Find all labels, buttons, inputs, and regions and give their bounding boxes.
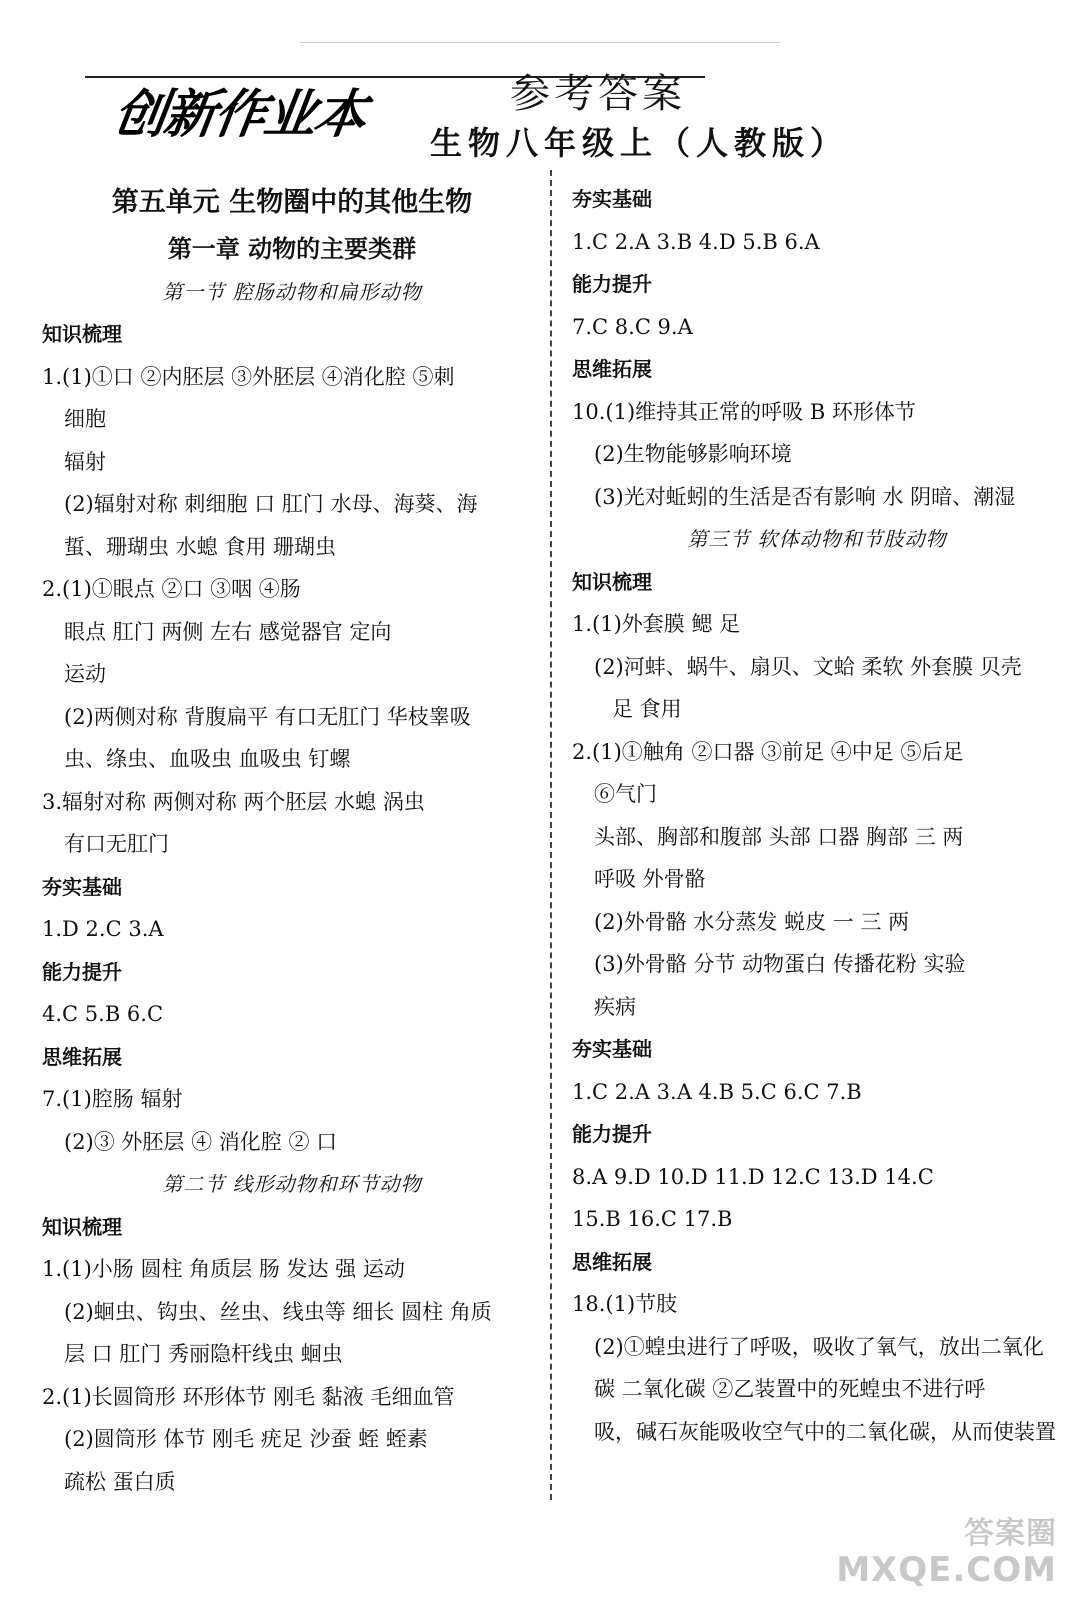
- answer-line-continued: 辐射: [64, 449, 106, 474]
- subsection-heading: 夯实基础: [42, 874, 122, 899]
- subsection-heading: 夯实基础: [572, 1037, 652, 1061]
- answer-line: 1.C 2.A 3.B 4.D 5.B 6.A: [572, 229, 820, 254]
- brand-logo: 创新作业本: [110, 85, 369, 145]
- watermark-url: MXQE.COM: [836, 1550, 1057, 1590]
- answer-line-continued: ⑥气门: [594, 782, 657, 806]
- answer-line-continued: 头部、胸部和腹部 头部 口器 胸部 三 两: [594, 824, 964, 849]
- answer-line-continued: 眼点 肛门 两侧 左右 感觉器官 定向: [64, 619, 392, 644]
- answer-line: 8.A 9.D 10.D 11.D 12.C 13.D 14.C: [572, 1164, 934, 1189]
- subsection-heading: 知识梳理: [42, 322, 122, 346]
- answer-line-continued: (2)③ 外胚层 ④ 消化腔 ② 口: [64, 1129, 338, 1154]
- section-title: 第一节 腔肠动物和扁形动物: [162, 279, 422, 304]
- answer-line-continued: (2)河蚌、蜗牛、扇贝、文蛤 柔软 外套膜 贝壳: [594, 654, 1022, 679]
- answer-line: 1.D 2.C 3.A: [42, 917, 164, 941]
- answer-line-continued: (2)辐射对称 刺细胞 口 肛门 水母、海葵、海: [64, 492, 478, 516]
- answer-line-continued: 呼吸 外骨骼: [594, 867, 706, 891]
- page-title: 参考答案: [510, 71, 686, 117]
- answer-line: 2.(1)①触角 ②口器 ③前足 ④中足 ⑤后足: [572, 739, 964, 764]
- answer-line-continued: 蜇、珊瑚虫 水螅 食用 珊瑚虫: [64, 534, 337, 559]
- subject-subtitle: 生物八年级上（人教版）: [430, 124, 849, 162]
- answer-line-continued: (2)两侧对称 背腹扁平 有口无肛门 华枝睾吸: [64, 704, 471, 729]
- subsection-heading: 能力提升: [42, 959, 122, 984]
- answer-line: 7.C 8.C 9.A: [572, 314, 693, 339]
- unit-title: 第五单元 生物圈中的其他生物: [111, 187, 473, 218]
- answer-line-continued: (2)①蝗虫进行了呼吸，吸收了氧气，放出二氧化: [594, 1334, 1044, 1359]
- subsection-heading: 能力提升: [572, 272, 652, 296]
- watermark-logo-text: 答案圈: [964, 1516, 1057, 1551]
- subsection-heading: 思维拓展: [572, 1249, 652, 1274]
- subsection-heading: 知识梳理: [572, 569, 652, 594]
- subsection-heading: 能力提升: [572, 1122, 652, 1146]
- answer-line-continued: (3)光对蚯蚓的生活是否有影响 水 阴暗、潮湿: [594, 484, 1016, 509]
- answer-line-continued: (2)圆筒形 体节 刚毛 疣足 沙蚕 蛭 蛭素: [64, 1427, 428, 1451]
- answer-line-continued: 细胞: [64, 407, 106, 431]
- answer-line-continued: 虫、绦虫、血吸虫 血吸虫 钉螺: [64, 747, 351, 771]
- answer-line-continued: 吸，碱石灰能吸收空气中的二氧化碳，从而使装置: [594, 1419, 1056, 1444]
- answer-line: 18.(1)节肢: [572, 1292, 678, 1316]
- answer-line: 1.C 2.A 3.A 4.B 5.C 6.C 7.B: [572, 1079, 862, 1104]
- answer-line: 2.(1)长圆筒形 环形体节 刚毛 黏液 毛细血管: [42, 1384, 455, 1409]
- answer-line: 3.辐射对称 两侧对称 两个胚层 水螅 涡虫: [42, 789, 425, 814]
- answer-line-continued: 层 口 肛门 秀丽隐杆线虫 蛔虫: [64, 1342, 343, 1366]
- subsection-heading: 思维拓展: [572, 357, 652, 381]
- answer-line: 1.(1)①口 ②内胚层 ③外胚层 ④消化腔 ⑤刺: [42, 364, 455, 389]
- column-divider: [550, 170, 552, 1500]
- right-column: [572, 178, 1062, 1453]
- section-title: 第三节 软体动物和节肢动物: [687, 527, 947, 551]
- section-title: 第二节 线形动物和环节动物: [162, 1172, 422, 1196]
- top-rule: [300, 42, 780, 43]
- answer-line: 10.(1)维持其正常的呼吸 B 环形体节: [572, 399, 916, 424]
- answer-line-continued: (2)生物能够影响环境: [594, 442, 792, 466]
- subsection-heading: 知识梳理: [42, 1214, 122, 1239]
- subsection-heading: 思维拓展: [42, 1044, 122, 1069]
- answer-line-continued: (3)外骨骼 分节 动物蛋白 传播花粉 实验: [594, 952, 966, 976]
- answer-line-continued: 有口无肛门: [64, 832, 169, 856]
- answer-line: 2.(1)①眼点 ②口 ③咽 ④肠: [42, 577, 301, 601]
- subsection-heading: 夯实基础: [572, 187, 652, 211]
- answer-line: 15.B 16.C 17.B: [572, 1207, 733, 1231]
- answer-line-continued: 疾病: [594, 994, 636, 1019]
- answer-line-continued: 运动: [64, 662, 106, 686]
- page-header: [0, 0, 1087, 170]
- chapter-title: 第一章 动物的主要类群: [167, 235, 417, 263]
- answer-line-continued: (2)蛔虫、钩虫、丝虫、线虫等 细长 圆柱 角质: [64, 1299, 492, 1324]
- answer-line-continued: 疏松 蛋白质: [64, 1469, 176, 1494]
- watermark: [836, 1516, 1057, 1588]
- answer-line: 7.(1)腔肠 辐射: [42, 1087, 183, 1111]
- answer-line-continued: 足 食用: [612, 697, 682, 721]
- answer-line: 4.C 5.B 6.C: [42, 1002, 164, 1026]
- answer-line-continued: (2)外骨骼 水分蒸发 蜕皮 一 三 两: [594, 909, 910, 934]
- answer-line-continued: 碳 二氧化碳 ②乙装置中的死蝗虫不进行呼: [594, 1377, 986, 1401]
- answer-line: 1.(1)外套膜 鳃 足: [572, 612, 741, 636]
- left-column: [42, 178, 542, 1503]
- answer-line: 1.(1)小肠 圆柱 角质层 肠 发达 强 运动: [42, 1257, 405, 1281]
